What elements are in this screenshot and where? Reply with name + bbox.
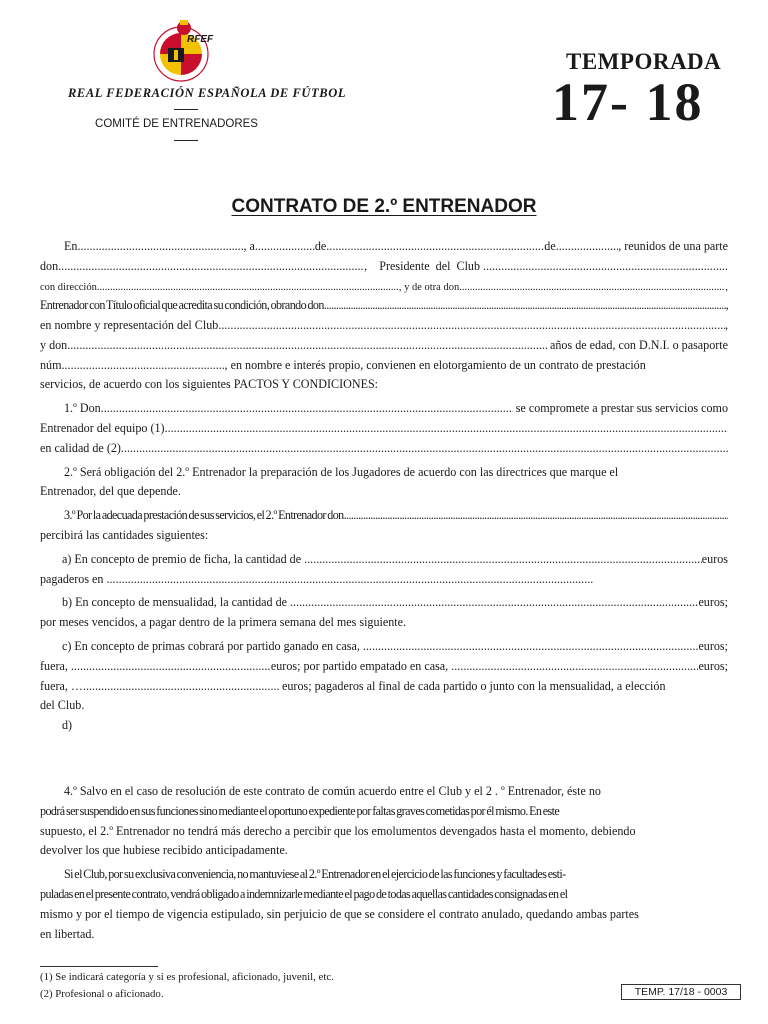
text-line: fuera, ..... euros; por partido empatado en casa, ..... euros; bbox=[40, 654, 728, 674]
text-line: 3.º Por la adecuada prestación de sus servicios, el 2.º Entrenador don ..... bbox=[40, 503, 728, 523]
text-line: don ..... , Presidente del Club ..... bbox=[40, 254, 728, 274]
text-line: en libertad. bbox=[40, 926, 95, 941]
text-line: Entrenador con Título oficial que acredita su condición, obrando don ..... , bbox=[40, 293, 728, 313]
text-line: mismo y por el tiempo de vigencia estipulado, sin perjuicio de que se considere el contrato anulado, quedando ambas partes bbox=[40, 906, 639, 921]
committee-name: COMITÉ DE ENTRENADORES bbox=[95, 118, 258, 130]
document-title: CONTRATO DE 2.º ENTRENADOR bbox=[231, 196, 537, 217]
text-line: en calidad de (2) ..... bbox=[40, 436, 728, 456]
text-line: b) En concepto de mensualidad, la cantidad de ..... euros; bbox=[40, 591, 728, 611]
text-line: En ..... , a ..... de ..... de ..... , reunidos de una parte bbox=[40, 234, 728, 254]
text-line: pagaderos en ..... bbox=[40, 567, 728, 587]
text-line: supuesto, el 2.º Entrenador no tendrá más derecho a percibir que los emolumentos devengados hasta el momento, debiendo bbox=[40, 823, 636, 838]
text-line: 2.º Será obligación del 2.º Entrenador la preparación de los Jugadores de acuerdo con las directrices que marque el bbox=[64, 464, 619, 479]
text-line: con dirección ..... , y de otra don ..... , bbox=[40, 274, 728, 294]
text-line: percibirá las cantidades siguientes: bbox=[40, 527, 209, 542]
text-line: en nombre y representación del Club ..... , bbox=[40, 313, 728, 333]
text-line: del Club. bbox=[40, 698, 85, 713]
text-line: Entrenador, del que depende. bbox=[40, 484, 181, 499]
document-code: TEMP. 17/18 - 0003 bbox=[621, 984, 741, 1000]
text-line: c) En concepto de primas cobrará por partido ganado en casa, ..... euros; bbox=[40, 634, 728, 654]
logo-lettering: RFEF bbox=[187, 34, 214, 45]
text-line: fuera, … ..... euros; pagaderos al final de cada partido o junto con la mensualidad, a elección bbox=[40, 674, 728, 694]
footnotes bbox=[40, 966, 380, 1005]
rfef-crest-logo bbox=[152, 16, 214, 84]
text-line: servicios, de acuerdo con los siguientes PACTOS Y CONDICIONES: bbox=[40, 377, 379, 392]
divider bbox=[174, 109, 198, 110]
text-line: podrá ser suspendido en sus funciones sino mediante el oportuno expediente por faltas graves cometidas por él mismo. En este bbox=[40, 803, 560, 818]
contract-body bbox=[40, 234, 728, 942]
divider bbox=[174, 140, 198, 141]
text-line: Entrenador del equipo (1) ..... bbox=[40, 416, 728, 436]
text-line: y don ..... años de edad, con D.N.I. o pasaporte bbox=[40, 333, 728, 353]
text-line: por meses vencidos, a pagar dentro de la primera semana del mes siguiente. bbox=[40, 615, 407, 630]
text-line: d) bbox=[62, 718, 73, 733]
footnote-1: (1) Se indicará categoría y si es profesional, aficionado, juvenil, etc. bbox=[40, 971, 334, 983]
text-line: a) En concepto de premio de ficha, la cantidad de ..... euros bbox=[40, 547, 728, 567]
footnote-2: (2) Profesional o aficionado. bbox=[40, 988, 164, 1000]
season-label: TEMPORADA bbox=[566, 49, 722, 74]
text-line: núm. ..... , en nombre e interés propio, convienen en elotorgamiento de un contrato de prestación bbox=[40, 353, 728, 373]
text-line: devolver los que hubiese recibido anticipadamente. bbox=[40, 843, 288, 858]
text-line: 4.º Salvo en el caso de resolución de este contrato de común acuerdo entre el Club y el 2 . º Entrenador, éste no bbox=[64, 783, 601, 798]
text-line: Si el Club, por su exclusiva conveniencia, no mantuviese al 2.º Entrenador en el ejercicio de las funciones y facultades esti- bbox=[64, 867, 566, 882]
footnote-rule bbox=[40, 966, 158, 967]
text-line: puladas en el presente contrato, vendrá obligado a indemnizarle mediante el pago de todas aquellas cantidades consignadas en el bbox=[40, 886, 568, 901]
federation-name: REAL FEDERACIÓN ESPAÑOLA DE FÚTBOL bbox=[68, 86, 347, 100]
season-years: 17- 18 bbox=[552, 72, 704, 132]
text-line: 1.º Don ..... se compromete a prestar sus servicios como bbox=[40, 396, 728, 416]
